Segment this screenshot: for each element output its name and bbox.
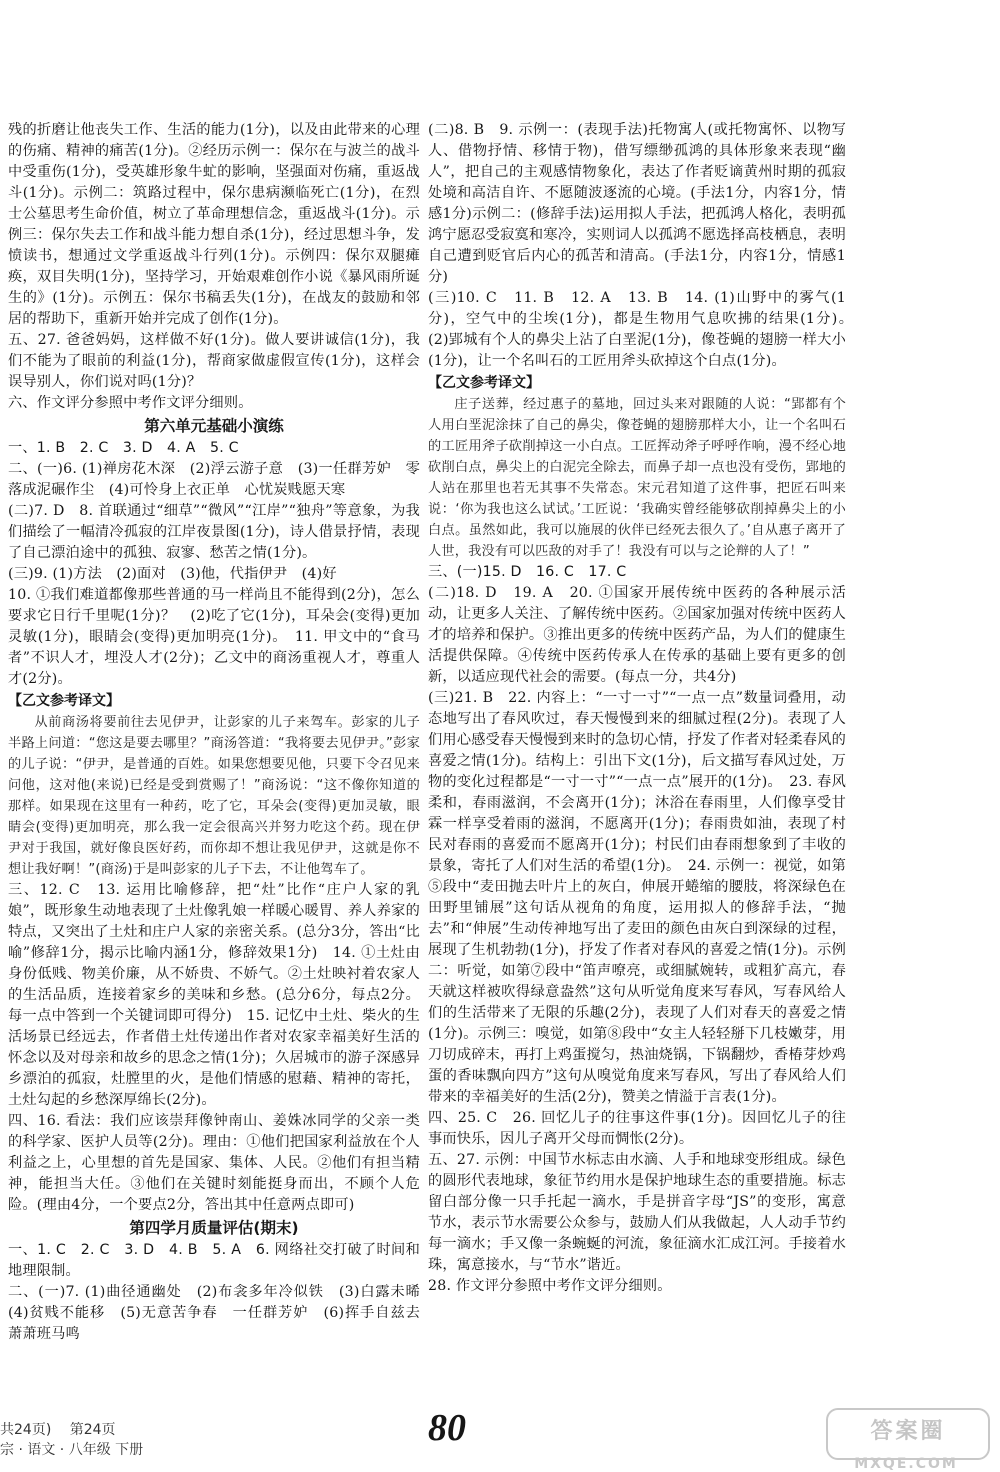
translation-text: 庄子送葬，经过惠子的墓地，回过头来对跟随的人说：“郢都有个人用白垩泥涂抹了自己的鼻尖，像苍蝇的翅膀那样大小，让一个名叫石的工匠用斧子砍削掉这一小白点。工匠挥动斧子呼呼作响，漫不经心地砍削白点，鼻尖上的白泥完全除去，而鼻子却一点也没有受伤，郢地的人站在那里也若无其事不失常态。宋元君知道了这件事，把匠石叫来说：‘你为我也这么试试。’工匠说：‘我确实曾经能够砍削掉鼻尖上的小白点。虽然如此，我可以施展的伙伴已经死去很久了。’自从惠子离开了人世，我没有可以匹敌的对手了！我没有可以与之论辩的人了！” (428, 397, 846, 559)
answer-paragraph: (三)21. B 22. 内容上：“一寸一寸”“一点一点”数量词叠用，动态地写出了春风吹过，春天慢慢到来的细腻过程(2分)。表现了人们用心感受春天慢慢到来时的急切心情，抒发了作者对轻柔春风的喜爱之情(1分)。结构上：引出下文(1分)，后文描写春风过处，万物的变化过程都是“一寸一寸”“一点一点”展开的(1分)。 23. 春风柔和，春雨滋润，不会离开(1分)；沐浴在春雨里，人们像享受甘霖一样享受着雨的滋润，不愿离开(1分)；春雨贵如油，表现了村民对春雨的喜爱而不愿离开(1分)；村民们由春雨想象到了丰收的景象，寄托了人们对生活的希望(1分)。 24. 示例一：视觉，如第⑤段中“麦田抛去叶片上的灰白，伸展开蜷缩的腰肢，将深绿色在田野里铺展”这句话从视角的角度，运用拟人的修辞手法，“抛去”和“伸展”生动传神地写出了麦田的颜色由灰白到深绿的过程，展现了生机勃勃(1分)，抒发了作者对春风的喜爱之情(1分)。示例二：听觉，如第⑦段中“笛声嘹亮，或细腻婉转，或粗犷高亢，春天就这样被吹得绿意盎然”这句从听觉角度来写春风，写春风给人们的生活带来了无限的乐趣(2分)，表现了人们对春天的喜爱之情(1分)。示例三：嗅觉，如第⑧段中“女主人轻轻掰下几枝嫩芽，用刀切成碎末，再打上鸡蛋搅匀，热油烧锅，下锅翻炒，香椿芽炒鸡蛋的香味飘向四方”这句从嗅觉角度来写春风，写出了春风给人们带来的幸福美好的生活(2分)，赞美之情溢于言表(1分)。 (428, 690, 846, 1105)
answer-paragraph: 五、27. 示例：中国节水标志由水滴、人手和地球变形组成。绿色的圆形代表地球，象征节约用水是保护地球生态的重要措施。标志留白部分像一只手托起一滴水，手是拼音字母“JS”的变形，寓意节水，表示节水需要公众参与，鼓励人们从我做起，人人动手节约每一滴水；手又像一条蜿蜒的河流，象征滴水汇成江河。手接着水珠，寓意接水，与“节水”谐近。 (428, 1152, 846, 1273)
answer-paragraph: 三、12. C 13. 运用比喻修辞，把“灶”比作“庄户人家的乳娘”，既形象生动地表现了土灶像乳娘一样暖心暖胃、养人养家的特点，又突出了土灶和庄户人家的亲密关系。(总分3分，答出“比喻”修辞1分，揭示比喻内涵1分，修辞效果1分) 14. ①土灶由身份低贱、物美价廉，从不娇贵、不娇气。②土灶映衬着农家人的生活品质，连接着家乡的美味和乡愁。(总分6分，每点2分。每一点中答到一个关键词即可得分) 15. 记忆中土灶、柴火的生活场景已经远去，作者借土灶传递出作者对农家幸福美好生活的怀念以及对母亲和故乡的思念之情(1分)；久居城市的游子深感异乡漂泊的孤寂，灶膛里的火，是他们情感的慰藉、精神的寄托，土灶勾起的乡愁深厚绵长(2分)。 (8, 882, 420, 1108)
answer-paragraph: 残的折磨让他丧失工作、生活的能力(1分)，以及由此带来的心理的伤痛、精神的痛苦(1分)。②经历示例一：保尔在与波兰的战斗中受重伤(1分)，受英雄形象牛虻的影响，坚强面对伤痛，重返战斗(1分)。示例二：筑路过程中，保尔患病濒临死亡(1分)，在烈士公墓思考生命价值，树立了革命理想信念，重返战斗(1分)。示例三：保尔失去工作和战斗能力想自杀(1分)，经过思想斗争，发愤读书，想通过文学重返战斗行列(1分)。示例四：保尔双腿瘫痪，双目失明(1分)，坚持学习，开始艰难创作小说《暴风雨所诞生的》(1分)。示例五：保尔书稿丢失(1分)，在战友的鼓励和邻居的帮助下，重新开始并完成了创作(1分)。 (8, 122, 420, 327)
translation-label: 【乙文参考译文】 (8, 693, 120, 709)
footer-info (0, 1420, 143, 1460)
answer-paragraph: (三)9. (1)方法 (2)面对 (3)他，代指伊尹 (4)好 (8, 566, 337, 582)
answer-paragraph: 二、(一)7. (1)曲径通幽处 (2)布衾多年冷似铁 (3)白露未晞 (4)贫贱不能移 (5)无意苦争春 一任群芳妒 (6)挥手自兹去 萧萧班马鸣 (8, 1284, 435, 1342)
answer-paragraph: 二、(一)6. (1)禅房花木深 (2)浮云游子意 (3)一任群芳妒 零落成泥碾作尘 (4)可怜身上衣正单 心忧炭贱愿天寒 (8, 461, 420, 498)
answer-paragraph: (二)7. D 8. 首联通过“细草”“微风”“江岸”“独舟”等意象，为我们描绘了一幅清冷孤寂的江岸夜景图(1分)，诗人借景抒情，表现了自己漂泊途中的孤独、寂寥、愁苦之情(1分)。 (8, 503, 420, 561)
answer-paragraph: 三、(一)15. D 16. C 17. C (428, 564, 627, 580)
answer-paragraph: (三)10. C 11. B 12. A 13. B 14. (1)山野中的雾气(1分)，空气中的尘埃(1分)，都是生物用气息吹拂的结果(1分)。 (2)郢城有个人的鼻尖上沾了白垩泥(1分)，像苍蝇的翅膀一样大小(1分)，让一个名叫石的工匠用斧头砍掉这个白点(1分)。 (428, 290, 861, 369)
answer-paragraph: 28. 作文评分参照中考作文评分细则。 (428, 1278, 672, 1294)
answer-paragraph: 一、1. B 2. C 3. D 4. A 5. C (8, 440, 239, 456)
section-heading: 第六单元基础小演练 (144, 417, 284, 435)
footer-book-title: 宗 · 语文 · 八年级 下册 (0, 1442, 144, 1458)
answer-paragraph: 四、25. C 26. 回忆儿子的往事这件事(1分)。因回忆儿子的往事而快乐，因儿子离开父母而惆怅(2分)。 (428, 1110, 846, 1147)
translation-text: 从前商汤将要前往去见伊尹，让彭家的儿子来驾车。彭家的儿子半路上问道：“您这是要去哪里？”商汤答道：“我将要去见伊尹。”彭家的儿子说：“伊尹，是普通的百姓。如果您想要见他，只要下令召见来问他，这对他(来说)已经是受到赏赐了！”商汤说：“这不像你知道的那样。如果现在这里有一种药，吃了它，耳朵会(变得)更加灵敏，眼睛会(变得)更加明亮，那么我一定会很高兴并努力吃这个药。现在伊尹对于我国，就好像良医好药，而你却不想让我见伊尹，这就是你不想让我好啊！”(商汤)于是叫彭家的儿子下去，不让他驾车了。 (8, 715, 420, 877)
left-column (8, 120, 435, 1345)
answer-paragraph: 10. ①我们难道都像那些普通的马一样尚且不能得到(2分)，怎么要求它日行千里呢(1分)？ (2)吃了它(1分)，耳朵会(变得)更加灵敏(1分)，眼睛会(变得)更加明亮(1分)。 11. 甲文中的“食马者”不识人才，埋没人才(2分)；乙文中的商汤重视人才，尊重人才(2分)。 (8, 587, 420, 687)
answer-paragraph: 六、作文评分参照中考作文评分细则。 (8, 395, 253, 411)
answer-paragraph: (二)8. B 9. 示例一：(表现手法)托物寓人(或托物寓怀、以物写人、借物抒情、移情于物)，借写缥缈孤鸿的具体形象来表现“幽人”，把自己的主观感情物象化，表达了作者贬谪黄州时期的孤寂处境和高洁自许、不愿随波逐流的心境。(手法1分，内容1分，情感1分)示例二：(修辞手法)运用拟人手法，把孤鸿人格化，表明孤鸿宁愿忍受寂寞和寒冷，实则词人以孤鸿不愿选择高枝栖息，表明自己遭到贬官后内心的孤苦和清高。(手法1分，内容1分，情感1分) (428, 122, 846, 285)
watermark-logo: 答案圈 (826, 1408, 990, 1460)
right-column (428, 120, 861, 1297)
footer-page-count: 共24页) 第24页 (0, 1422, 116, 1438)
section-heading: 第四学月质量评估(期末) (129, 1219, 299, 1237)
answer-paragraph: (二)18. D 19. A 20. ①国家开展传统中医药的各种展示活动，让更多人关注、了解传统中医药。②国家加强对传统中医药人才的培养和保护。③推出更多的传统中医药产品，为人们的健康生活提供保障。④传统中医药传承人在传承的基础上要有更多的创新，以适应现代社会的需要。(每点一分，共4分) (428, 585, 846, 685)
answer-paragraph: 五、27. 爸爸妈妈，这样做不好(1分)。做人要讲诚信(1分)，我们不能为了眼前的利益(1分)，帮商家做虚假宣传(1分)，这样会误导别人，你们说对吗(1分)？ (8, 332, 420, 390)
watermark-url: MXQE.COM (854, 1456, 958, 1472)
translation-label: 【乙文参考译文】 (428, 375, 540, 391)
answer-paragraph: 四、16. 看法：我们应该崇拜像钟南山、姜姝冰同学的父亲一类的科学家、医护人员等(2分)。理由：①他们把国家利益放在个人利益之上，心里想的首先是国家、集体、人民。②他们有担当精神，能担当大任。③他们在关键时刻能挺身而出，不顾个人危险。(理由4分，一个要点2分，答出其中任意两点即可) (8, 1113, 420, 1213)
answer-paragraph: 一、1. C 2. C 3. D 4. B 5. A 6. 网络社交打破了时间和地理限制。 (8, 1242, 420, 1279)
page-number: 80 (428, 1407, 466, 1449)
